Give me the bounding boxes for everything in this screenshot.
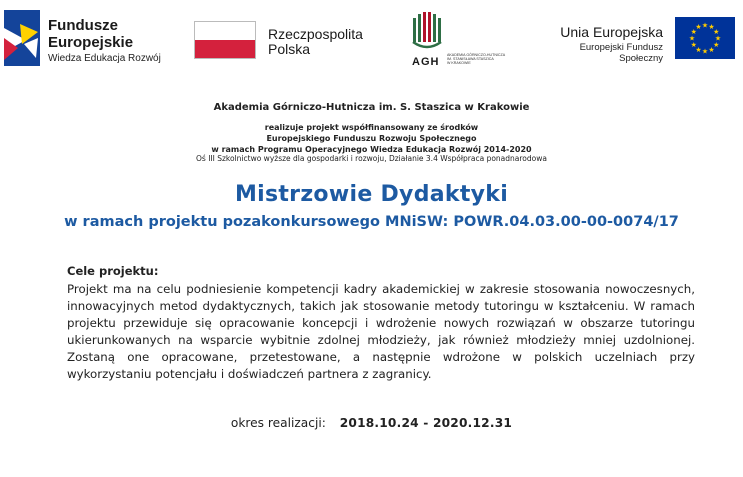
polish-flag	[194, 21, 256, 59]
unia-europejska-label	[535, 25, 663, 64]
eu-star-icon: ★	[714, 34, 722, 43]
rzeczpospolita-line2: Polska	[268, 40, 311, 57]
fundusze-europejskie-logo	[4, 10, 169, 70]
funding-line1: realizuje projekt współfinansowany ze środków	[264, 123, 479, 132]
agh-name: AGH	[412, 56, 440, 68]
agh-emblem-icon	[411, 12, 445, 54]
period-label: okres realizacji:	[230, 416, 326, 430]
institution-name: Akademia Górniczo-Hutnicza im. S. Staszica w Krakowie	[213, 102, 530, 113]
funding-line3: w ramach Programu Operacyjnego Wiedza Edukacja Rozwój 2014-2020	[211, 145, 532, 154]
agh-small-line1: AKADEMIA GÓRNICZO-HUTNICZA	[447, 53, 506, 57]
priority-axis-line: Oś III Szkolnictwo wyższe dla gospodarki i rozwoju, Działanie 3.4 Współpraca ponadnarodowa	[196, 154, 547, 163]
agh-logo	[409, 12, 509, 72]
agh-full-name	[447, 53, 507, 65]
eu-flag	[675, 17, 735, 59]
eu-star-icon: ★	[688, 34, 696, 43]
eu-star-icon: ★	[713, 28, 720, 36]
realization-period	[0, 416, 743, 430]
goals-heading: Cele projektu:	[67, 264, 159, 278]
agh-small-line2: IM. STANISŁAWA STASZICA	[447, 57, 494, 62]
eu-star-icon: ★	[708, 45, 715, 54]
goals-paragraph: Projekt ma na celu podniesienie kompetencji kadry akademickiej w zakresie stosowania nowoczesnych, innowacyjnych metod dydaktycznych, takich jak stosowanie metody tutoringu w kształceniu. W ramach projektu przewiduje się opracowanie koncepcji i wdrożenie nowych rozwiązań w obszarze tutoringu ukierunkowanych na wsparcie wybitnie zdolnej młodzieży, jak również młodzieży mniej uzdolnionej. Zostaną one opracowane, przetestowane, a następnie wdrożone w polskich uczelniach przy wykorzystaniu potencjału i doświadczeń partnera z zagranicy.	[67, 282, 695, 381]
europejskie-label: Europejskie	[48, 34, 134, 51]
eu-star-icon: ★	[695, 23, 702, 32]
agh-small-line3: W KRAKOWIE	[447, 61, 471, 66]
fundusze-europejskie-icon	[4, 10, 44, 66]
eu-star-icon: ★	[701, 21, 709, 30]
eu-star-icon: ★	[690, 28, 697, 36]
page-title: Mistrzowie Dydaktyki	[234, 182, 509, 207]
eu-star-icon: ★	[695, 45, 702, 54]
eu-star-icon: ★	[713, 41, 720, 49]
logo-bar	[0, 0, 743, 78]
project-funding-info	[0, 122, 743, 155]
period-value: 2018.10.24 - 2020.12.31	[339, 416, 513, 430]
eu-star-icon: ★	[701, 47, 709, 56]
eu-star-icon: ★	[690, 41, 697, 49]
fundusze-label: Fundusze	[48, 17, 118, 34]
funding-line2: Europejskiego Funduszu Rozwoju Społecznego	[266, 134, 477, 143]
program-label: Wiedza Edukacja Rozwój	[48, 53, 161, 64]
unia-line1: Unia Europejska	[560, 24, 663, 40]
eu-star-icon: ★	[708, 23, 715, 32]
page-subtitle: w ramach projektu pozakonkursowego MNiSW: POWR.04.03.00-00-0074/17	[64, 214, 679, 230]
unia-line2: Europejski Fundusz Społeczny	[579, 42, 663, 64]
rzeczpospolita-line1: Rzeczpospolita	[268, 26, 363, 42]
rzeczpospolita-label	[268, 27, 363, 56]
